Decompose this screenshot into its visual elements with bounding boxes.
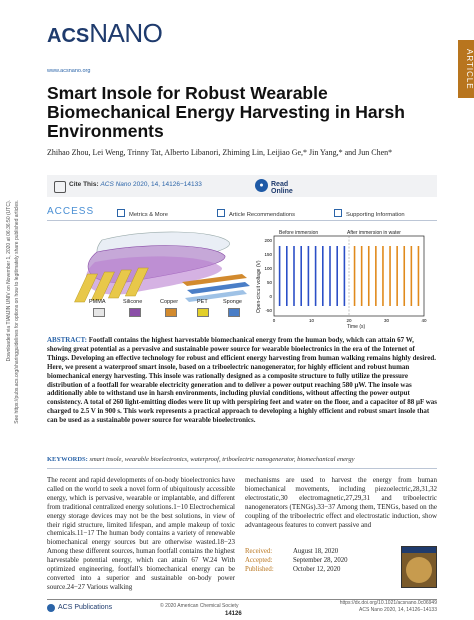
site-link[interactable]: www.acsnano.org <box>47 68 91 74</box>
sponge-swatch <box>228 308 240 317</box>
body-column-2 <box>245 476 437 529</box>
y-tick-label: -50 <box>265 308 272 313</box>
page-number: 14126 <box>225 611 242 617</box>
acs-publications-icon <box>47 604 55 612</box>
supporting-info-icon <box>334 209 342 217</box>
after-label: After immersion in water <box>347 230 401 236</box>
doi-block <box>340 600 437 614</box>
copper-swatch <box>165 308 177 317</box>
section-divider <box>47 468 437 469</box>
supporting-info-label: Supporting Information <box>346 212 405 218</box>
journal-logo <box>47 18 162 49</box>
read-online-button[interactable] <box>255 179 303 195</box>
copyright: © 2020 American Chemical Society <box>160 603 239 609</box>
logo-acs: ACS <box>47 25 90 47</box>
sharing-guidelines-text[interactable]: See https://pubs.acs.org/sharingguidelines for options on how to legitimately share published articles. <box>14 200 20 424</box>
cite-bar <box>47 175 437 197</box>
plot-ticks <box>264 238 427 323</box>
date-label: Received: <box>245 548 273 555</box>
date-value: September 28, 2020 <box>293 557 348 564</box>
date-label: Accepted: <box>245 557 273 564</box>
voltage-plot <box>262 228 432 332</box>
acs-publications-label[interactable]: ACS Publications <box>58 604 113 611</box>
y-tick-label: 200 <box>264 238 272 243</box>
y-axis-label: Open-circuit voltage (V) <box>256 260 262 313</box>
cite-ref: 2020, 14, 14126−14133 <box>132 181 202 188</box>
metrics-button[interactable] <box>117 209 168 218</box>
author-list: Zhihao Zhou, Lei Weng, Trinny Tat, Alberto Libanori, Zhiming Lin, Leijiao Ge,* Jin Yang,* and Jun Chen* <box>47 148 393 157</box>
cover-art <box>406 557 432 583</box>
material-label: PMMA <box>89 299 106 305</box>
read-online-label: Read Online <box>271 181 293 195</box>
download-text: Downloaded via TIANJIN UNIV on November 1, 2020 at 06:36:50 (UTC). <box>6 200 12 362</box>
insole-illustration <box>74 232 250 302</box>
x-tick-label: 40 <box>421 318 427 323</box>
y-tick-label: 0 <box>269 294 272 299</box>
date-value: August 18, 2020 <box>293 548 339 555</box>
footer-citation: ACS Nano 2020, 14, 14126−14133 <box>359 607 437 613</box>
y-tick-label: 100 <box>264 266 272 271</box>
material-label: Copper <box>160 299 179 305</box>
cite-journal: ACS Nano <box>100 181 132 188</box>
x-tick-label: 20 <box>346 318 352 323</box>
before-label: Before immersion <box>279 230 319 236</box>
recommendations-icon <box>217 209 225 217</box>
x-axis-label: Time (s) <box>347 324 366 330</box>
article-title: Smart Insole for Robust Wearable Biomechanical Energy Harvesting in Harsh Environments <box>47 83 405 141</box>
recommendations-button[interactable] <box>217 209 295 218</box>
before-waveform <box>280 246 345 306</box>
y-tick-label: 50 <box>266 280 272 285</box>
cite-label: Cite This: <box>69 181 99 188</box>
material-label: Silicone <box>123 299 143 305</box>
abstract <box>47 336 437 425</box>
metrics-label: Metrics & More <box>129 212 168 218</box>
read-online-icon: ● <box>255 179 268 192</box>
recommendations-label: Article Recommendations <box>229 212 296 218</box>
keywords-label: KEYWORDS: <box>47 456 88 463</box>
cite-icon <box>54 181 66 193</box>
material-label: PET <box>197 299 208 305</box>
cover-header <box>402 547 436 553</box>
x-tick-label: 0 <box>272 318 276 323</box>
pmma-swatch <box>93 308 105 317</box>
keywords-text: smart insole, wearable bioelectronics, waterproof, triboelectric nanogenerator, biomechanical energy <box>89 456 355 463</box>
x-tick-label: 30 <box>383 318 390 323</box>
date-value: October 12, 2020 <box>293 566 341 573</box>
toc-figure <box>47 228 437 332</box>
abstract-text: Footfall contains the highest harvestable biomechanical energy from the human body, which can attain 67 W, showing great potential as a pervasive and sustainable power source for wearable bioelectronics in the era of the Internet of Things. Developing an effective technology for robust and efficient energy harvesting from human walking remains highly desired. Here, we present a waterproof smart insole, based on a triboelectric nanogenerator, for highly efficient and robust human biomechanical energy harvesting. This insole was rationally designed as a composite structure to fully utilize the pressure distribution of a footfall for wearable electricity generation and to deliver a power output reaching 580 μW. The insole was additionally able to withstand use in harsh environments, including pluvial conditions, without affecting the power output consistency. A total of 260 light-emitting diodes were lit up with perspiring feet and water on the floor, and a capacitor of 88 μF was charged to 2.5 V in 900 s. This work represents a practical approach to developing a highly efficient and robust smart insole that can be used as a sustainable power source for wearable bioelectronics. <box>47 336 437 425</box>
after-waveform <box>355 246 419 306</box>
logo-nano: NANO <box>89 18 163 48</box>
journal-cover-thumbnail[interactable] <box>401 546 437 588</box>
silicone-swatch <box>129 308 141 317</box>
x-tick-label: 10 <box>308 318 315 323</box>
access-bar <box>47 205 437 221</box>
article-type-tab: ARTICLE <box>458 40 474 98</box>
material-label: Sponge <box>223 299 242 305</box>
cite-text[interactable] <box>69 181 202 188</box>
keywords <box>47 456 437 463</box>
download-notice <box>2 200 28 620</box>
body-column-1 <box>47 476 235 592</box>
access-label: ACCESS <box>47 206 95 217</box>
body-paragraph: mechanisms are used to harvest the energy from human biomechanical movements, including piezoelectric,28,31,32 electrostatic,30 electromagnetic,27,29,31 and triboelectric nanogenerators (TENGs).33−37 Among them, TENGs, based on the coupling of the triboelectric effect and electrostatic induction, show advantageous features to convert passive and <box>245 476 437 529</box>
body-paragraph: The recent and rapid developments of on-body bioelectronics have called on the world to seek a novel form of ubiquitously accessible energy, which is pervasive, wearable or implantable, and different from traditional centralized energy solutions.1−10 Electrochemical energy storage devices may not be the best solutions, in view of their rigid structure, limited lifespan, and ample makeup of toxic chemicals.11−17 The human body contains a variety of renewable biomechanical energy sources but are otherwise wasted.18−23 Among these different sources, human footfall contains the highest harvestable potential energy, which can attain 67 W.24 With optimized engineering, footfall's biomechanical energy can be converted into a superior and sustainable on-body power source.24−27 Various walking <box>47 476 235 591</box>
pet-swatch <box>197 308 209 317</box>
abstract-label: ABSTRACT: <box>47 336 87 344</box>
y-tick-label: 150 <box>264 252 272 257</box>
metrics-icon <box>117 209 125 217</box>
supporting-info-button[interactable] <box>334 209 405 218</box>
date-label: Published: <box>245 566 274 573</box>
doi-link[interactable]: https://dx.doi.org/10.1021/acsnano.0c06949 <box>339 600 437 606</box>
